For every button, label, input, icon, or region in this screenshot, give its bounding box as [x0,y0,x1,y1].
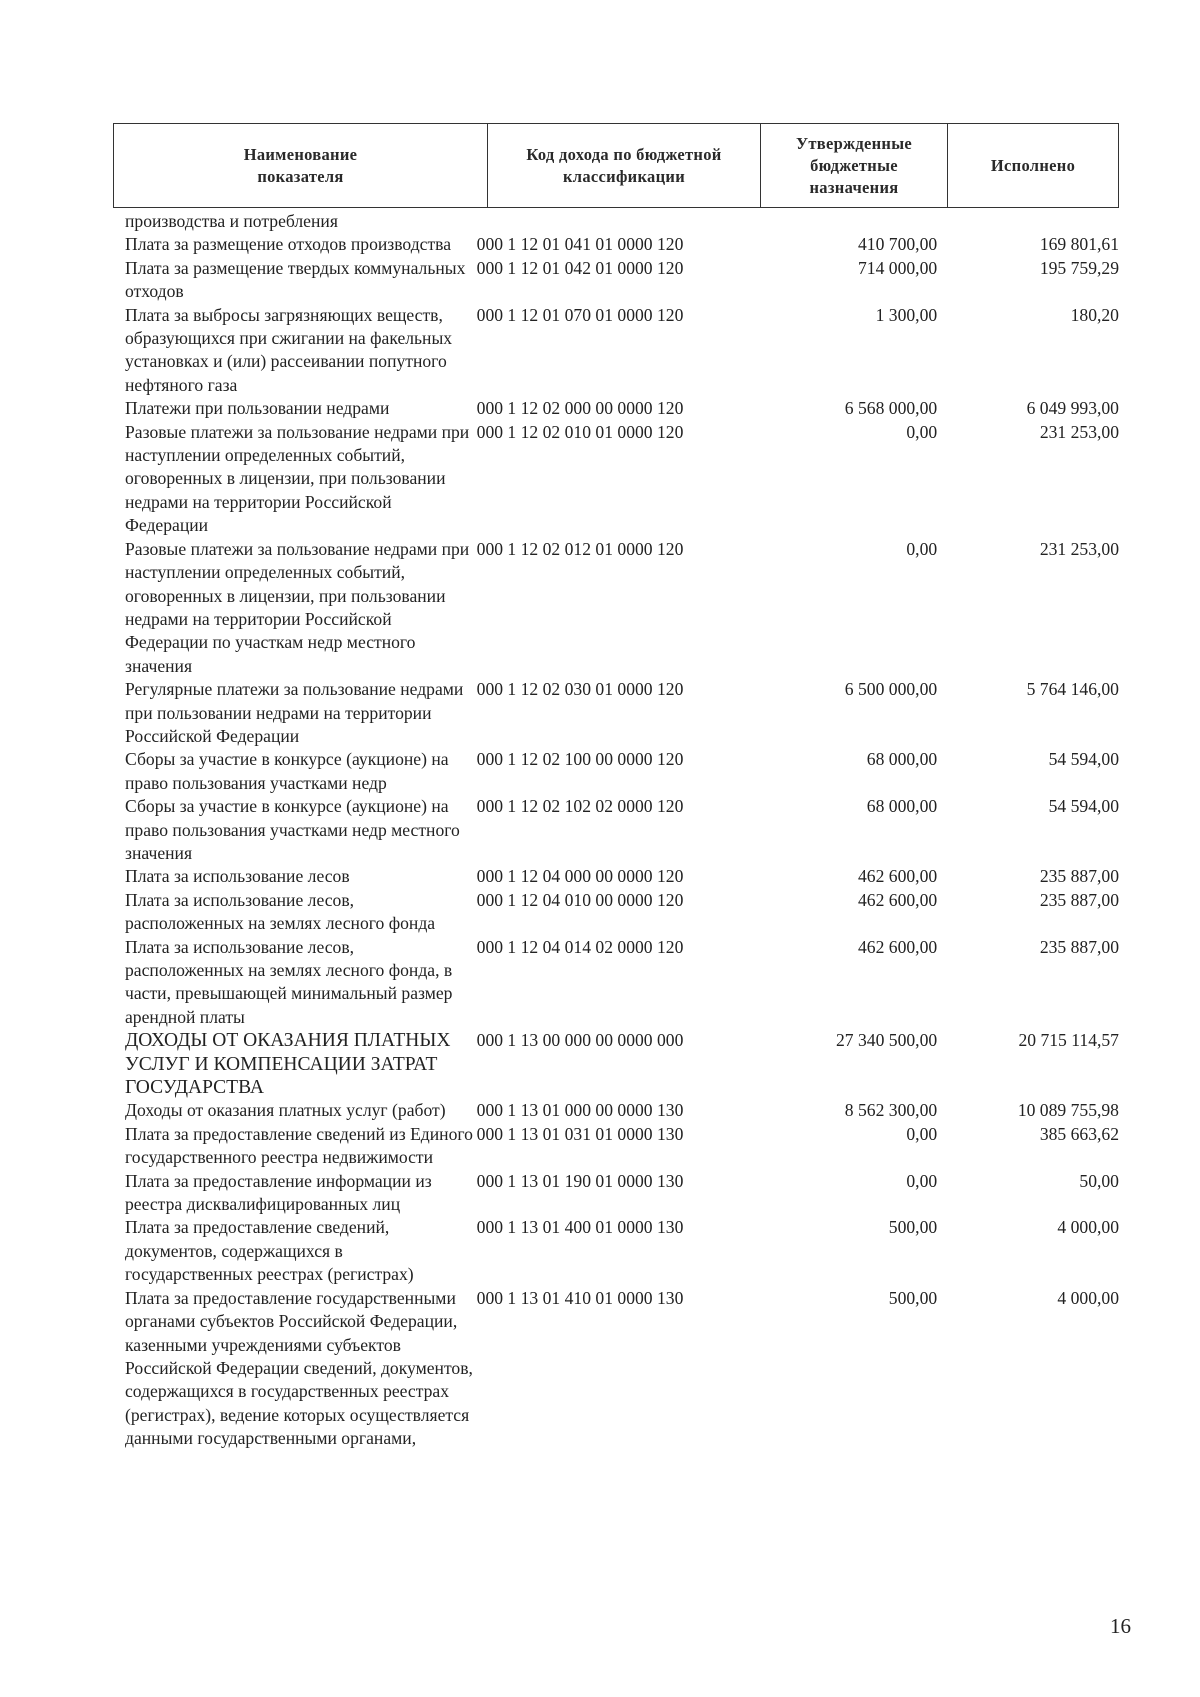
row-executed: 235 887,00 [1039,936,1119,957]
row-code: 000 1 12 02 030 01 0000 120 [476,679,684,700]
row-name: Сборы за участие в конкурсе (аукционе) на право пользования участками недр [125,749,449,793]
row-executed: 50,00 [1079,1170,1119,1191]
row-code: 000 1 12 01 042 01 0000 120 [476,257,684,278]
table-row [125,257,1119,304]
row-approved: 0,00 [906,421,938,442]
row-approved: 0,00 [906,1170,938,1191]
row-approved: 500,00 [888,1217,938,1238]
table-row [125,865,1119,888]
row-code: 000 1 12 04 014 02 0000 120 [476,936,684,957]
row-approved: 714 000,00 [858,257,938,278]
header-executed [947,124,1118,207]
row-name: Сборы за участие в конкурсе (аукционе) на право пользования участками недр местного значения [125,796,460,863]
row-name: Платежи при пользовании недрами [125,398,390,419]
row-code: 000 1 12 04 010 00 0000 120 [476,889,684,910]
table-row [125,936,1119,1030]
row-executed: 385 663,62 [1039,1123,1119,1144]
table-row [125,1029,1119,1099]
row-name: Плата за предоставление сведений из Единого государственного реестра недвижимости [125,1123,473,1168]
table-row [125,889,1119,936]
row-code: 000 1 12 02 000 00 0000 120 [476,398,684,419]
row-code: 000 1 12 04 000 00 0000 120 [476,866,684,887]
row-approved: 68 000,00 [866,749,938,770]
header-code [487,124,760,207]
table-row [125,678,1119,748]
row-name: Плата за предоставление государственными органами субъектов Российской Федерации, казенными учреждениями субъектов Российской Федерации сведений, документов, содержащихся в государственных реестрах (регистрах), ведение которых осуществляется данными государственными органами, [125,1287,473,1449]
row-executed: 54 594,00 [1048,749,1119,770]
row-code: 000 1 12 02 100 00 0000 120 [476,749,684,770]
row-name: Доходы от оказания платных услуг (работ) [125,1100,446,1121]
row-executed: 20 715 114,57 [1018,1030,1119,1051]
row-approved: 27 340 500,00 [836,1030,938,1051]
table-row [125,1099,1119,1122]
table-row [125,397,1119,420]
row-code: 000 1 12 01 070 01 0000 120 [476,304,684,325]
row-name: Плата за предоставление сведений, документов, содержащихся в государственных реестрах (регистрах) [125,1217,414,1285]
row-approved: 462 600,00 [858,889,938,910]
row-name: Плата за использование лесов [125,866,350,887]
row-name: Плата за использование лесов, расположенных на землях лесного фонда, в части, превышающей минимальный размер арендной платы [125,936,453,1027]
row-code: 000 1 12 02 012 01 0000 120 [476,538,684,559]
row-code: 000 1 13 01 410 01 0000 130 [476,1287,684,1308]
table-row [125,1170,1119,1217]
table-row [125,1287,1119,1451]
row-approved: 410 700,00 [858,234,938,255]
row-name: Разовые платежи за пользование недрами при наступлении определенных событий, оговоренных в лицензии, при пользовании недрами на территории Российской Федерации по участкам недр местного значения [125,538,470,676]
header-executed-text: Исполнено [990,155,1076,175]
row-executed: 4 000,00 [1057,1217,1119,1238]
row-approved: 8 562 300,00 [844,1100,938,1121]
row-executed: 4 000,00 [1057,1287,1119,1308]
row-executed: 6 049 993,00 [1026,398,1119,419]
row-executed [937,210,1119,233]
row-approved: 1 300,00 [875,304,938,325]
row-code: 000 1 13 01 190 01 0000 130 [476,1170,684,1191]
table-row [125,1216,1119,1286]
row-code: 000 1 12 02 010 01 0000 120 [476,421,684,442]
row-approved: 500,00 [888,1287,938,1308]
header-name [114,124,487,207]
row-approved: 6 568 000,00 [844,398,938,419]
row-executed: 231 253,00 [1039,538,1119,559]
row-executed: 5 764 146,00 [1026,679,1119,700]
row-name: Плата за предоставление информации из реестра дисквалифицированных лиц [125,1170,432,1215]
table-row [125,233,1119,256]
row-code: 000 1 13 00 000 00 0000 000 [476,1030,684,1051]
row-code: 000 1 13 01 000 00 0000 130 [476,1100,684,1121]
row-name: производства и потребления [125,211,338,231]
row-executed: 180,20 [1070,304,1119,325]
row-code: 000 1 12 02 102 02 0000 120 [476,796,684,817]
row-approved: 68 000,00 [866,796,938,817]
table-row [125,1123,1119,1170]
row-executed: 235 887,00 [1039,889,1119,910]
row-approved [736,210,937,233]
row-name: Регулярные платежи за пользование недрами при пользовании недрами на территории Российской Федерации [125,679,464,746]
row-executed: 54 594,00 [1048,796,1119,817]
table-row [125,421,1119,538]
row-code: 000 1 13 01 031 01 0000 130 [476,1123,684,1144]
header-name-text: Наименование показателя [243,144,358,186]
table-header [113,123,1119,208]
table-body [125,210,1119,1451]
page-number: 16 [1110,1614,1131,1638]
row-executed: 235 887,00 [1039,866,1119,887]
table-row [125,210,1119,233]
row-approved: 0,00 [906,1123,938,1144]
row-name: ДОХОДЫ ОТ ОКАЗАНИЯ ПЛАТНЫХ УСЛУГ И КОМПЕНСАЦИИ ЗАТРАТ ГОСУДАРСТВА [125,1030,451,1099]
row-name: Разовые платежи за пользование недрами при наступлении определенных событий, оговоренных в лицензии, при пользовании недрами на территории Российской Федерации [125,421,470,536]
row-name: Плата за размещение твердых коммунальных отходов [125,257,466,302]
header-approved [760,124,947,207]
row-approved: 462 600,00 [858,866,938,887]
table-row [125,795,1119,865]
row-code: 000 1 13 01 400 01 0000 130 [476,1217,684,1238]
row-name: Плата за размещение отходов производства [125,234,452,255]
header-code-text: Код дохода по бюджетной классификации [526,144,722,186]
row-code: 000 1 12 01 041 01 0000 120 [476,234,684,255]
header-approved-text: Утвержденные бюджетные назначения [795,133,913,197]
row-name: Плата за использование лесов, расположенных на землях лесного фонда [125,889,436,934]
table-row [125,304,1119,398]
row-approved: 0,00 [906,538,938,559]
row-approved: 462 600,00 [858,936,938,957]
row-name: Плата за выбросы загрязняющих веществ, образующихся при сжигании на факельных установках и (или) рассеивании попутного нефтяного газа [125,304,453,395]
table-row [125,538,1119,678]
table-row [125,748,1119,795]
row-executed: 195 759,29 [1039,257,1119,278]
row-code [475,210,737,233]
row-executed: 169 801,61 [1039,234,1119,255]
row-approved: 6 500 000,00 [844,679,938,700]
row-executed: 231 253,00 [1039,421,1119,442]
row-executed: 10 089 755,98 [1017,1100,1119,1121]
